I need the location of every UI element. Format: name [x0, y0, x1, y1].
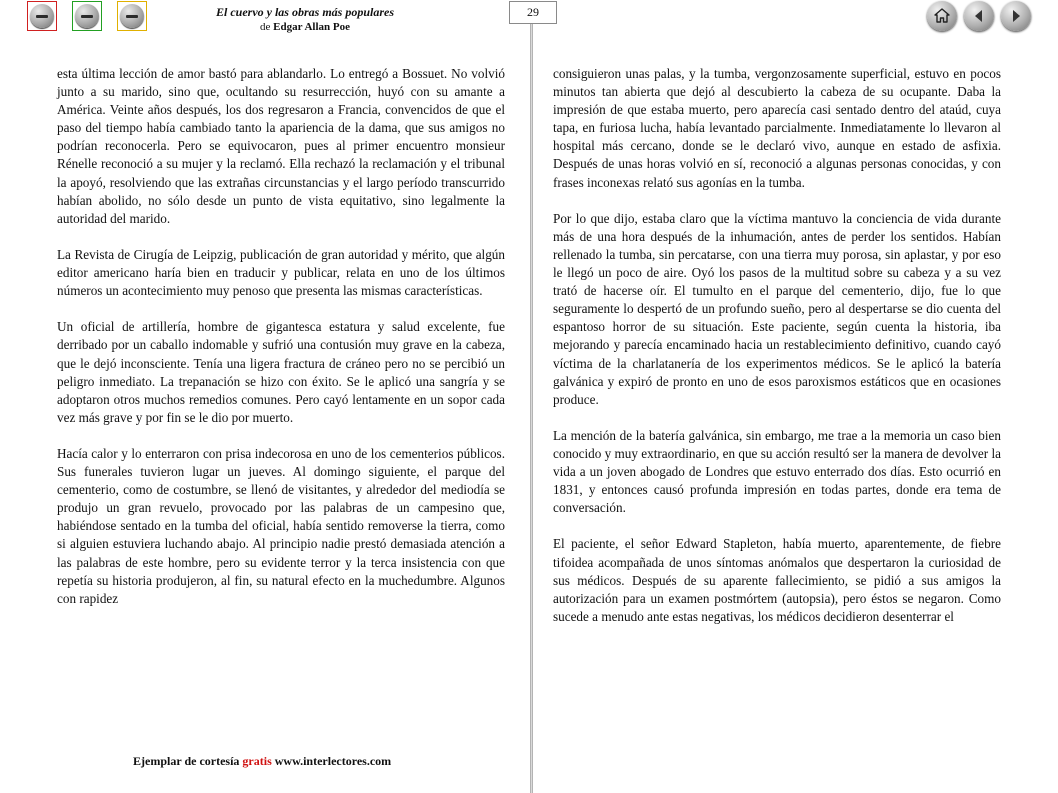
home-button[interactable]	[927, 1, 957, 31]
minus-button-yellow[interactable]	[117, 1, 147, 31]
left-text-column	[57, 65, 505, 626]
minus-circle-icon	[120, 4, 144, 28]
paragraph: Por lo que dijo, estaba claro que la víctima mantuvo la conciencia de vida durante más de una hora después de la inhumación, antes de perder los sentidos. Habían rellenado la tumba, sin percatarse, con una tierra muy porosa, sin aplastar, y por eso le llegó un poco de aire. Oyó los pasos de la multitud sobre su cabeza y a su vez trató de hacerse oír. El tumulto en el parque del cementerio, dijo, fue lo que seguramente lo despertó de un profundo sueño, pero al despertarse se dio cuenta del espantoso horror de su situación. Este paciente, según cuenta la historia, iba mejorando y parecía encaminado hacia un restablecimiento definitivo, cuando cayó víctima de la charlatanería de los experimentos médicos. Se le aplicó la batería galvánica y expiró de pronto en uno de esos paroxismos estáticos que en ocasiones produce.	[553, 210, 1001, 407]
paragraph: La Revista de Cirugía de Leipzig, publicación de gran autoridad y mérito, que algún editor americano haría bien en traducir y publicar, relata en uno de los últimos números un acontecimiento muy penoso que presenta las mismas características.	[57, 246, 505, 299]
home-icon	[933, 7, 951, 25]
paragraph: El paciente, el señor Edward Stapleton, había muerto, aparentemente, de fiebre tifoidea acompañada de unos síntomas anómalos que despertaron la curiosidad de sus médicos. Después de su aparente fallecimiento, se pidió a sus amigos la autorización para un examen postmórtem (autopsia), pero éstos se negaron. Como sucede a menudo ante estas negativas, los médicos decidieron desenterrar el	[553, 536, 1001, 624]
footer-prefix: Ejemplar de cortesía	[133, 754, 240, 768]
minus-button-green[interactable]	[72, 1, 102, 31]
page-number: 29	[509, 1, 557, 24]
footer-site-link[interactable]: www.interlectores.com	[274, 754, 392, 768]
author-name: Edgar Allan Poe	[273, 21, 350, 33]
author-prefix: de	[260, 21, 271, 33]
footer	[133, 754, 391, 769]
paragraph: esta última lección de amor bastó para ablandarlo. Lo entregó a Bossuet. No volvió junto a su marido, sino que, ocultando su resurrección, huyó con su amante a América. Veinte años después, los dos regresaron a Francia, convencidos de que el paso del tiempo había cambiado tanto la apariencia de la dama, que sus amigos no podrían reconocerla. Pero se equivocaron, pues al primer encuentro monsieur Rénelle reconoció a su mujer y la reclamó. Ella rechazó la reclamación y el tribunal la apoyó, resolviendo que las extrañas circunstancias y el largo período transcurrido habían abolido, no sólo desde un punto de vista equitativo, sino legalmente la autoridad del marido.	[57, 66, 505, 226]
book-title: El cuervo y las obras más populares	[215, 5, 394, 19]
book-author	[205, 20, 405, 34]
previous-page-button[interactable]	[964, 1, 994, 31]
arrow-right-icon	[1007, 7, 1025, 25]
footer-gratis: gratis	[242, 754, 272, 768]
paragraph: Un oficial de artillería, hombre de gigantesca estatura y salud excelente, fue derribado por un caballo indomable y sufrió una contusión muy grave en la cabeza, que le dejó inconsciente. Tenía una ligera fractura de cráneo pero no se percibió un peligro inmediato. La trepanación se hizo con éxito. Se le aplicó una sangría y se adoptaron otros muchos remedios comunes. Pero cayó lentamente en un sopor cada vez más grave y por fin se le dio por muerto.	[57, 319, 505, 425]
minus-circle-icon	[75, 4, 99, 28]
paragraph: La mención de la batería galvánica, sin embargo, me trae a la memoria un caso bien conocido y muy extraordinario, en que su acción resultó ser la manera de devolver la vida a un joven abogado de Londres que estuvo enterrado dos días. Esto ocurrió en 1831, y entonces causó profunda impresión en todas partes, donde era tema de conversación.	[553, 427, 1001, 516]
paragraph: Hacía calor y lo enterraron con prisa indecorosa en uno de los cementerios públicos. Sus funerales tuvieron lugar un jueves. Al domingo siguiente, el parque del cementerio, como de costumbre, se llenó de visitantes, y alrededor del mediodía se produjo un gran revuelo, provocado por las palabras de un campesino que, habiéndose sentado en la tumba del oficial, había sentido removerse la tierra, como si alguien estuviera luchando abajo. Al principio nadie prestó demasiada atención a las palabras de este hombre, pero su evidente terror y la terca insistencia con que repetía su historia produjeron, al fin, su natural efecto en la muchedumbre. Algunos con rapidez	[57, 445, 505, 606]
minus-button-red[interactable]	[27, 1, 57, 31]
minus-circle-icon	[30, 4, 54, 28]
arrow-left-icon	[970, 7, 988, 25]
next-page-button[interactable]	[1001, 1, 1031, 31]
right-text-column	[553, 65, 1001, 644]
paragraph: consiguieron unas palas, y la tumba, vergonzosamente superficial, estuvo en pocos minutos tan abierta que dejó al descubierto la cabeza de su ocupante. Daba la impresión de que estaba muerto, pero aparecía casi sentado dentro del ataúd, cuya tapa, en furiosa lucha, había levantado parcialmente. Inmediatamente lo llevaron al hospital más cercano, donde se le declaró vivo, aunque en estado de asfixia. Después de unas horas volvió en sí, reconoció a algunas personas conocidas, y con frases inconexas relató sus agonías en la tumba.	[553, 66, 1001, 190]
column-divider	[530, 24, 533, 793]
